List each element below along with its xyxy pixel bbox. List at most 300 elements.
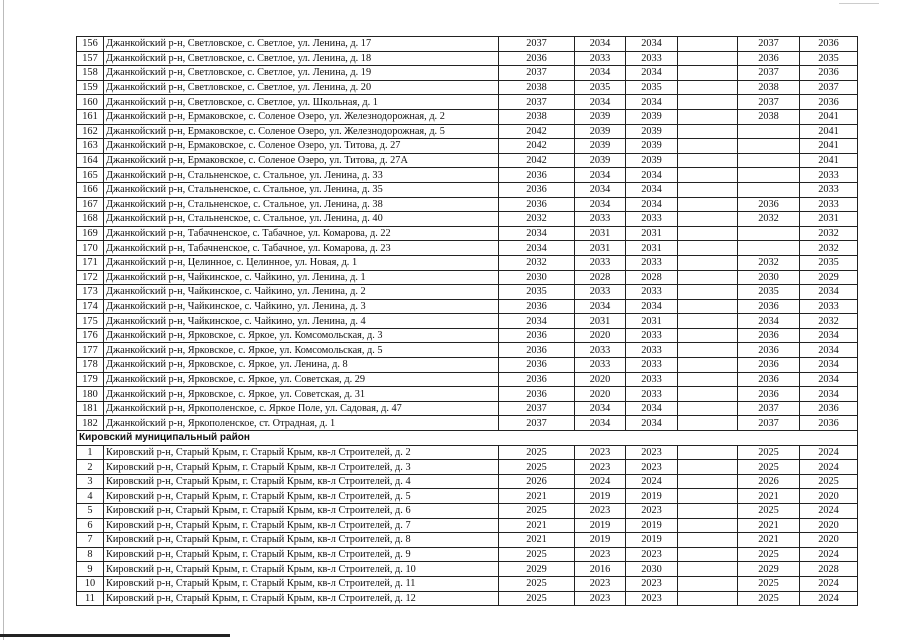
section-header-row [77,431,858,446]
table-row [77,285,858,300]
address-cell: Кировский р-н, Старый Крым, г. Старый Крым, кв-л Строителей, д. 10 [104,562,499,577]
year-cell-2: 2031 [575,226,626,241]
year-cell-4 [678,460,738,475]
row-number-cell: 3 [77,474,104,489]
address-cell: Джанкойский р-н, Ермаковское, с. Соленое Озеро, ул. Железнодорожная, д. 2 [104,109,499,124]
year-cell-6: 2036 [800,37,858,52]
year-cell-5: 2032 [738,255,800,270]
year-cell-5: 2038 [738,80,800,95]
year-cell-2: 2033 [575,51,626,66]
year-cell-6: 2029 [800,270,858,285]
address-cell: Джанкойский р-н, Ярковское, с. Яркое, ул. Советская, д. 29 [104,372,499,387]
row-number-cell: 174 [77,299,104,314]
table-row [77,401,858,416]
address-cell: Кировский р-н, Старый Крым, г. Старый Крым, кв-л Строителей, д. 3 [104,460,499,475]
year-cell-4 [678,489,738,504]
year-cell-4 [678,80,738,95]
year-cell-5 [738,168,800,183]
year-cell-6: 2020 [800,518,858,533]
year-cell-1: 2025 [499,576,575,591]
row-number-cell: 9 [77,562,104,577]
year-cell-4 [678,182,738,197]
table-row [77,489,858,504]
address-cell: Джанкойский р-н, Табачненское, с. Табачное, ул. Комарова, д. 22 [104,226,499,241]
year-cell-4 [678,562,738,577]
year-cell-3: 2039 [626,109,678,124]
table-row [77,504,858,519]
year-cell-2: 2039 [575,109,626,124]
year-cell-5: 2021 [738,489,800,504]
year-cell-1: 2036 [499,372,575,387]
year-cell-2: 2023 [575,460,626,475]
row-number-cell: 179 [77,372,104,387]
row-number-cell: 171 [77,255,104,270]
year-cell-6: 2024 [800,591,858,606]
table-row [77,358,858,373]
year-cell-6: 2024 [800,460,858,475]
year-cell-4 [678,314,738,329]
year-cell-4 [678,299,738,314]
year-cell-2: 2023 [575,504,626,519]
year-cell-1: 2038 [499,80,575,95]
year-cell-5: 2036 [738,197,800,212]
table-body [77,37,858,606]
row-number-cell: 170 [77,241,104,256]
table-row [77,299,858,314]
row-number-cell: 166 [77,182,104,197]
year-cell-2: 2039 [575,153,626,168]
address-cell: Джанкойский р-н, Светловское, с. Светлое, ул. Ленина, д. 17 [104,37,499,52]
year-cell-5: 2036 [738,299,800,314]
year-cell-6: 2035 [800,255,858,270]
year-cell-4 [678,109,738,124]
year-cell-1: 2025 [499,445,575,460]
year-cell-4 [678,255,738,270]
row-number-cell: 158 [77,66,104,81]
year-cell-3: 2031 [626,241,678,256]
year-cell-2: 2019 [575,489,626,504]
year-cell-4 [678,37,738,52]
year-cell-2: 2033 [575,212,626,227]
table-row [77,547,858,562]
table-row [77,37,858,52]
year-cell-2: 2034 [575,66,626,81]
address-cell: Кировский р-н, Старый Крым, г. Старый Крым, кв-л Строителей, д. 8 [104,533,499,548]
address-cell: Джанкойский р-н, Яркополенское, ст. Отрадная, д. 1 [104,416,499,431]
year-cell-3: 2039 [626,139,678,154]
row-number-cell: 175 [77,314,104,329]
table-row [77,518,858,533]
year-cell-6: 2041 [800,139,858,154]
document-table-wrapper [76,36,857,606]
address-cell: Джанкойский р-н, Ярковское, с. Яркое, ул. Комсомольская, д. 3 [104,328,499,343]
year-cell-3: 2034 [626,182,678,197]
year-cell-3: 2023 [626,576,678,591]
year-cell-5: 2036 [738,387,800,402]
year-cell-3: 2024 [626,474,678,489]
year-cell-3: 2033 [626,343,678,358]
year-cell-6: 2036 [800,95,858,110]
year-cell-6: 2032 [800,241,858,256]
year-cell-6: 2033 [800,168,858,183]
table-row [77,445,858,460]
year-cell-5: 2037 [738,401,800,416]
row-number-cell: 180 [77,387,104,402]
year-cell-1: 2034 [499,226,575,241]
year-cell-5: 2036 [738,328,800,343]
year-cell-3: 2034 [626,95,678,110]
address-cell: Джанкойский р-н, Ярковское, с. Яркое, ул. Ленина, д. 8 [104,358,499,373]
year-cell-4 [678,241,738,256]
row-number-cell: 172 [77,270,104,285]
address-cell: Кировский р-н, Старый Крым, г. Старый Крым, кв-л Строителей, д. 2 [104,445,499,460]
table-row [77,197,858,212]
year-cell-3: 2033 [626,255,678,270]
year-cell-6: 2020 [800,533,858,548]
year-cell-3: 2035 [626,80,678,95]
year-cell-2: 2020 [575,328,626,343]
year-cell-3: 2030 [626,562,678,577]
row-number-cell: 165 [77,168,104,183]
year-cell-2: 2034 [575,197,626,212]
address-cell: Джанкойский р-н, Ярковское, с. Яркое, ул. Комсомольская, д. 5 [104,343,499,358]
year-cell-5: 2038 [738,109,800,124]
address-cell: Джанкойский р-н, Ермаковское, с. Соленое Озеро, ул. Титова, д. 27 [104,139,499,154]
year-cell-2: 2028 [575,270,626,285]
address-cell: Джанкойский р-н, Светловское, с. Светлое, ул. Ленина, д. 18 [104,51,499,66]
year-cell-1: 2036 [499,168,575,183]
year-cell-1: 2036 [499,358,575,373]
address-cell: Джанкойский р-н, Светловское, с. Светлое, ул. Ленина, д. 19 [104,66,499,81]
year-cell-2: 2034 [575,95,626,110]
table-row [77,226,858,241]
row-number-cell: 178 [77,358,104,373]
row-number-cell: 169 [77,226,104,241]
year-cell-4 [678,576,738,591]
year-cell-2: 2033 [575,343,626,358]
row-number-cell: 182 [77,416,104,431]
scan-artifact-bottom [0,634,230,637]
year-cell-2: 2034 [575,416,626,431]
year-cell-1: 2036 [499,343,575,358]
year-cell-5: 2026 [738,474,800,489]
year-cell-1: 2036 [499,387,575,402]
address-cell: Джанкойский р-н, Ярковское, с. Яркое, ул. Советская, д. 31 [104,387,499,402]
year-cell-2: 2035 [575,80,626,95]
year-cell-4 [678,387,738,402]
year-cell-5: 2025 [738,445,800,460]
year-cell-6: 2025 [800,474,858,489]
address-cell: Джанкойский р-н, Светловское, с. Светлое, ул. Ленина, д. 20 [104,80,499,95]
row-number-cell: 167 [77,197,104,212]
year-cell-4 [678,416,738,431]
year-cell-6: 2034 [800,343,858,358]
address-cell: Кировский р-н, Старый Крым, г. Старый Крым, кв-л Строителей, д. 4 [104,474,499,489]
year-cell-1: 2032 [499,255,575,270]
year-cell-4 [678,66,738,81]
year-cell-3: 2034 [626,299,678,314]
year-cell-5: 2036 [738,358,800,373]
year-cell-1: 2025 [499,591,575,606]
year-cell-3: 2019 [626,518,678,533]
year-cell-1: 2021 [499,518,575,533]
year-cell-2: 2019 [575,518,626,533]
address-cell: Джанкойский р-н, Стальненское, с. Стальное, ул. Ленина, д. 35 [104,182,499,197]
year-cell-2: 2023 [575,547,626,562]
year-cell-3: 2034 [626,401,678,416]
row-number-cell: 181 [77,401,104,416]
year-cell-5 [738,153,800,168]
year-cell-4 [678,372,738,387]
year-cell-6: 2036 [800,401,858,416]
year-cell-1: 2034 [499,314,575,329]
table-row [77,314,858,329]
year-cell-5: 2025 [738,576,800,591]
year-cell-1: 2037 [499,66,575,81]
year-cell-4 [678,401,738,416]
year-cell-6: 2034 [800,328,858,343]
table-row [77,387,858,402]
year-cell-1: 2021 [499,533,575,548]
table-row [77,95,858,110]
year-cell-4 [678,343,738,358]
year-cell-2: 2039 [575,124,626,139]
year-cell-3: 2023 [626,445,678,460]
year-cell-6: 2024 [800,576,858,591]
scan-edge [3,0,4,640]
table-row [77,139,858,154]
table-row [77,591,858,606]
year-cell-3: 2019 [626,489,678,504]
year-cell-6: 2024 [800,445,858,460]
year-cell-4 [678,197,738,212]
year-cell-4 [678,51,738,66]
year-cell-4 [678,226,738,241]
row-number-cell: 159 [77,80,104,95]
address-cell: Джанкойский р-н, Стальненское, с. Стальное, ул. Ленина, д. 38 [104,197,499,212]
address-cell: Кировский р-н, Старый Крым, г. Старый Крым, кв-л Строителей, д. 11 [104,576,499,591]
year-cell-6: 2024 [800,547,858,562]
year-cell-3: 2034 [626,416,678,431]
address-cell: Джанкойский р-н, Чайкинское, с. Чайкино, ул. Ленина, д. 3 [104,299,499,314]
table-row [77,562,858,577]
year-cell-4 [678,518,738,533]
year-cell-1: 2034 [499,241,575,256]
year-cell-4 [678,95,738,110]
table-row [77,343,858,358]
year-cell-2: 2033 [575,358,626,373]
year-cell-5 [738,182,800,197]
year-cell-2: 2033 [575,285,626,300]
year-cell-5: 2032 [738,212,800,227]
year-cell-6: 2041 [800,109,858,124]
year-cell-6: 2034 [800,387,858,402]
year-cell-4 [678,328,738,343]
year-cell-1: 2025 [499,504,575,519]
year-cell-6: 2031 [800,212,858,227]
year-cell-2: 2023 [575,445,626,460]
table-row [77,474,858,489]
row-number-cell: 163 [77,139,104,154]
year-cell-3: 2023 [626,460,678,475]
row-number-cell: 10 [77,576,104,591]
row-number-cell: 177 [77,343,104,358]
address-cell: Кировский р-н, Старый Крым, г. Старый Крым, кв-л Строителей, д. 12 [104,591,499,606]
address-cell: Кировский р-н, Старый Крым, г. Старый Крым, кв-л Строителей, д. 7 [104,518,499,533]
year-cell-3: 2033 [626,328,678,343]
year-cell-5: 2025 [738,591,800,606]
year-cell-3: 2031 [626,314,678,329]
table-row [77,416,858,431]
row-number-cell: 5 [77,504,104,519]
year-cell-4 [678,445,738,460]
year-cell-5 [738,139,800,154]
table-row [77,372,858,387]
year-cell-3: 2034 [626,197,678,212]
address-cell: Джанкойский р-н, Чайкинское, с. Чайкино, ул. Ленина, д. 4 [104,314,499,329]
table-row [77,328,858,343]
year-cell-5: 2025 [738,547,800,562]
year-cell-4 [678,124,738,139]
year-cell-5: 2025 [738,504,800,519]
year-cell-5: 2030 [738,270,800,285]
year-cell-5: 2029 [738,562,800,577]
year-cell-1: 2038 [499,109,575,124]
year-cell-5: 2035 [738,285,800,300]
year-cell-1: 2037 [499,416,575,431]
year-cell-2: 2031 [575,241,626,256]
year-cell-2: 2034 [575,299,626,314]
row-number-cell: 6 [77,518,104,533]
table-row [77,182,858,197]
row-number-cell: 160 [77,95,104,110]
address-cell: Джанкойский р-н, Яркополенское, с. Яркое Поле, ул. Садовая, д. 47 [104,401,499,416]
year-cell-3: 2033 [626,51,678,66]
year-cell-3: 2033 [626,358,678,373]
year-cell-4 [678,504,738,519]
year-cell-1: 2032 [499,212,575,227]
address-cell: Кировский р-н, Старый Крым, г. Старый Крым, кв-л Строителей, д. 6 [104,504,499,519]
year-cell-3: 2034 [626,168,678,183]
year-cell-6: 2024 [800,504,858,519]
year-cell-3: 2033 [626,285,678,300]
year-cell-1: 2036 [499,182,575,197]
row-number-cell: 161 [77,109,104,124]
year-cell-1: 2029 [499,562,575,577]
year-cell-4 [678,168,738,183]
year-cell-2: 2033 [575,255,626,270]
table-row [77,124,858,139]
year-cell-4 [678,153,738,168]
year-cell-5 [738,241,800,256]
year-cell-6: 2041 [800,124,858,139]
year-cell-3: 2034 [626,37,678,52]
year-cell-4 [678,139,738,154]
table-row [77,66,858,81]
year-cell-4 [678,212,738,227]
row-number-cell: 157 [77,51,104,66]
table-row [77,80,858,95]
year-cell-3: 2023 [626,547,678,562]
year-cell-3: 2039 [626,124,678,139]
year-cell-2: 2023 [575,591,626,606]
address-cell: Джанкойский р-н, Чайкинское, с. Чайкино, ул. Ленина, д. 2 [104,285,499,300]
year-cell-5 [738,124,800,139]
year-cell-2: 2023 [575,576,626,591]
year-cell-6: 2036 [800,416,858,431]
year-cell-6: 2035 [800,51,858,66]
year-cell-4 [678,358,738,373]
address-cell: Кировский р-н, Старый Крым, г. Старый Крым, кв-л Строителей, д. 5 [104,489,499,504]
year-cell-4 [678,474,738,489]
table-row [77,460,858,475]
year-cell-1: 2036 [499,197,575,212]
year-cell-5: 2037 [738,416,800,431]
year-cell-3: 2033 [626,212,678,227]
address-cell: Джанкойский р-н, Стальненское, с. Стальное, ул. Ленина, д. 33 [104,168,499,183]
year-cell-5: 2025 [738,460,800,475]
year-cell-2: 2034 [575,182,626,197]
year-cell-1: 2036 [499,51,575,66]
year-cell-4 [678,533,738,548]
year-cell-2: 2024 [575,474,626,489]
year-cell-6: 2034 [800,285,858,300]
year-cell-4 [678,270,738,285]
address-cell: Кировский р-н, Старый Крым, г. Старый Крым, кв-л Строителей, д. 9 [104,547,499,562]
row-number-cell: 2 [77,460,104,475]
year-cell-3: 2023 [626,591,678,606]
year-cell-5: 2037 [738,66,800,81]
table-row [77,576,858,591]
year-cell-5: 2034 [738,314,800,329]
year-cell-2: 2020 [575,387,626,402]
year-cell-2: 2020 [575,372,626,387]
row-number-cell: 173 [77,285,104,300]
year-cell-5: 2036 [738,51,800,66]
year-cell-1: 2037 [499,37,575,52]
year-cell-1: 2030 [499,270,575,285]
year-cell-2: 2016 [575,562,626,577]
table-row [77,51,858,66]
year-cell-5: 2021 [738,518,800,533]
year-cell-6: 2036 [800,66,858,81]
row-number-cell: 11 [77,591,104,606]
year-cell-5: 2036 [738,343,800,358]
year-cell-1: 2025 [499,460,575,475]
year-cell-4 [678,285,738,300]
year-cell-1: 2037 [499,95,575,110]
year-cell-1: 2026 [499,474,575,489]
housing-repair-schedule-table [76,36,858,606]
year-cell-5: 2021 [738,533,800,548]
year-cell-2: 2039 [575,139,626,154]
year-cell-6: 2032 [800,226,858,241]
row-number-cell: 162 [77,124,104,139]
address-cell: Джанкойский р-н, Стальненское, с. Стальное, ул. Ленина, д. 40 [104,212,499,227]
address-cell: Джанкойский р-н, Ермаковское, с. Соленое Озеро, ул. Титова, д. 27А [104,153,499,168]
year-cell-6: 2033 [800,299,858,314]
year-cell-3: 2034 [626,66,678,81]
year-cell-3: 2033 [626,387,678,402]
address-cell: Джанкойский р-н, Светловское, с. Светлое, ул. Школьная, д. 1 [104,95,499,110]
year-cell-2: 2034 [575,401,626,416]
year-cell-6: 2028 [800,562,858,577]
year-cell-3: 2039 [626,153,678,168]
table-row [77,255,858,270]
section-title: Кировский муниципальный район [77,431,858,446]
year-cell-3: 2028 [626,270,678,285]
year-cell-5: 2036 [738,372,800,387]
